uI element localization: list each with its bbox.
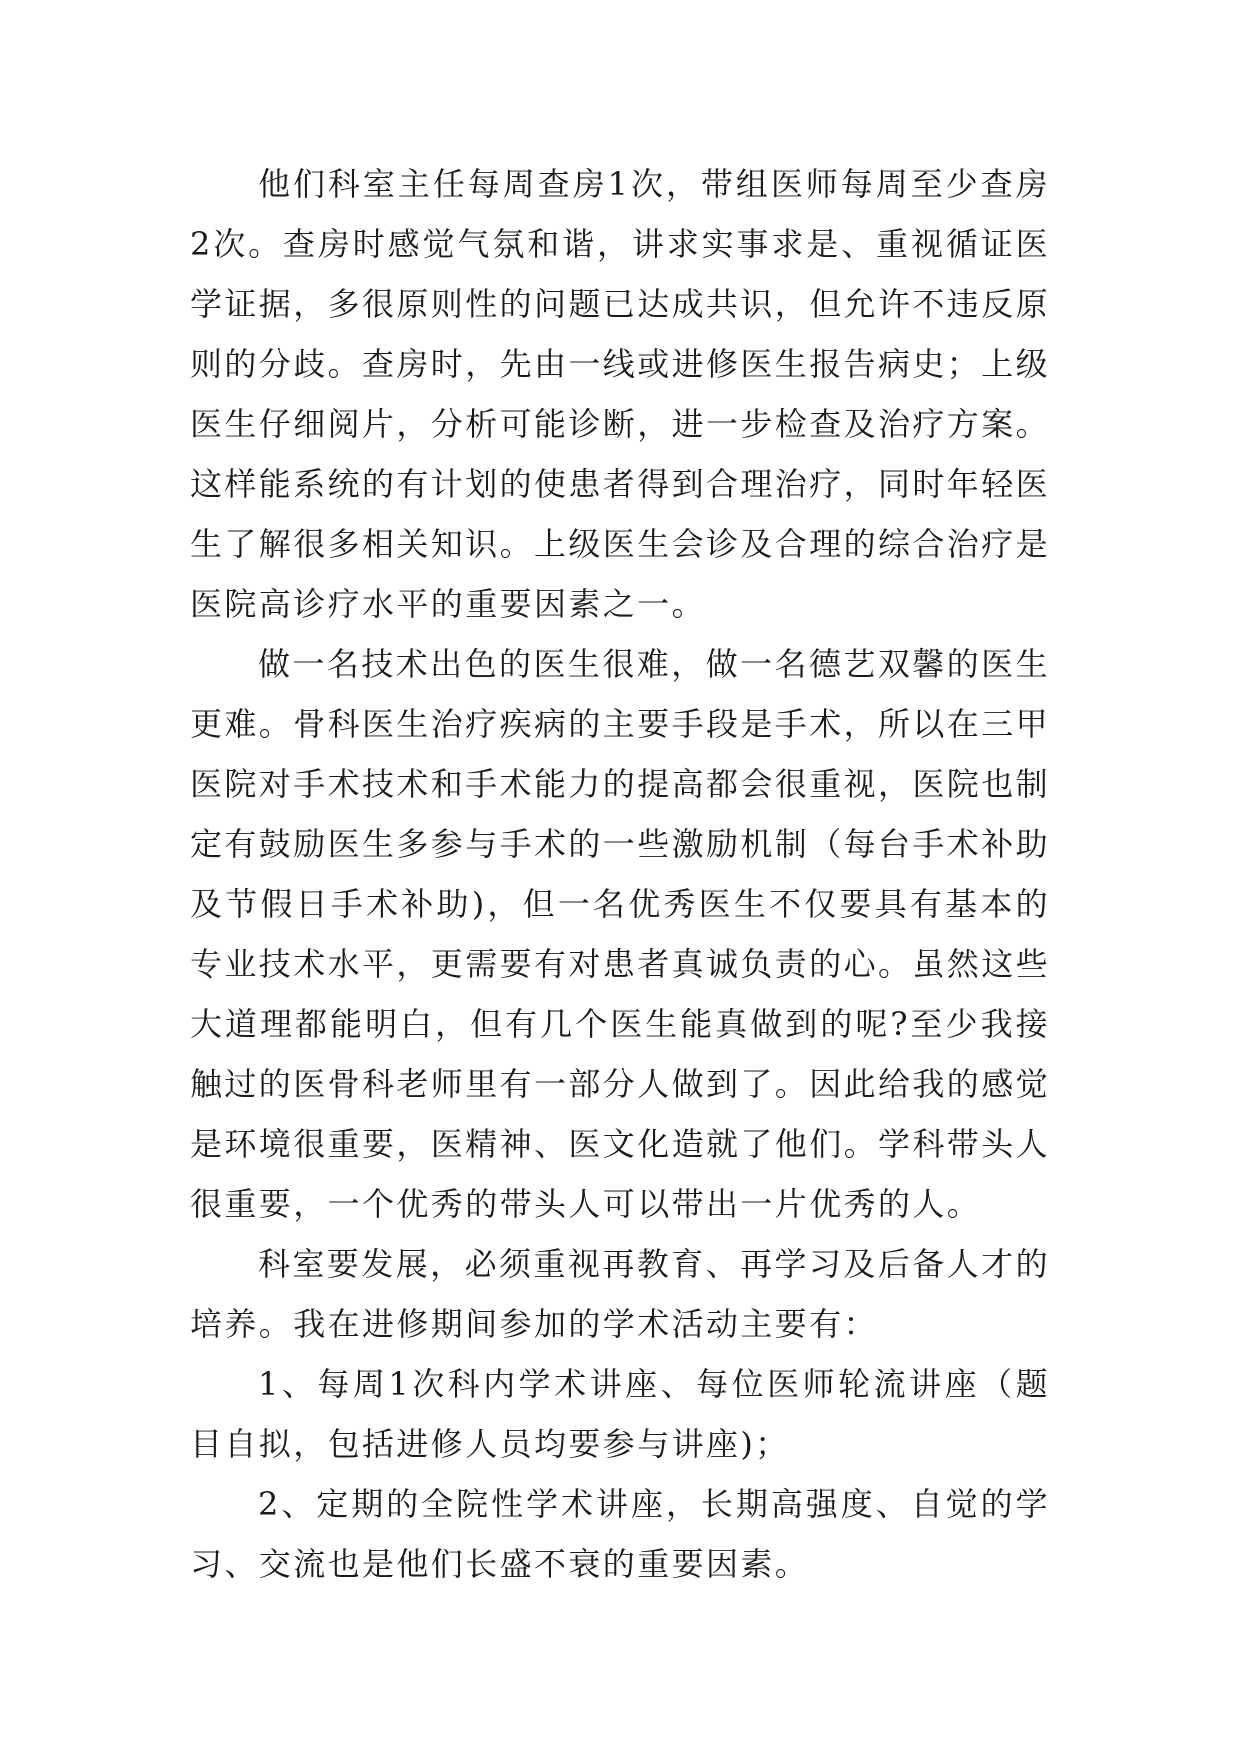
paragraph-ward-rounds: 他们科室主任每周查房1次，带组医师每周至少查房2次。查房时感觉气氛和谐，讲求实事求是、重视循证医学证据，多很原则性的问题已达成共识，但允许不违反原则的分歧。查房时，先由一线或进修医生报告病史；上级医生仔细阅片，分析可能诊断，进一步检查及治疗方案。这样能系统的有计划的使患者得到合理治疗，同时年轻医生了解很多相关知识。上级医生会诊及合理的综合治疗是医院高诊疗水平的重要因素之一。	[190, 165, 1051, 623]
paragraph-department-development: 科室要发展，必须重视再教育、再学习及后备人才的培养。我在进修期间参加的学术活动主要有：	[190, 1245, 1050, 1343]
list-item-weekly-lectures: 1、每周1次科内学术讲座、每位医师轮流讲座（题目自拟，包括进修人员均要参与讲座)；	[190, 1365, 1050, 1463]
document-body	[190, 154, 1050, 1594]
paragraph-doctor-ethics: 做一名技术出色的医生很难，做一名德艺双馨的医生更难。骨科医生治疗疾病的主要手段是手术，所以在三甲医院对手术技术和手术能力的提高都会很重视，医院也制定有鼓励医生多参与手术的一些激励机制（每台手术补助及节假日手术补助)，但一名优秀医生不仅要具有基本的专业技术水平，更需要有对患者真诚负责的心。虽然这些大道理都能明白，但有几个医生能真做到的呢?至少我接触过的医骨科老师里有一部分人做到了。因此给我的感觉是环境很重要，医精神、医文化造就了他们。学科带头人很重要，一个优秀的带头人可以带出一片优秀的人。	[190, 645, 1051, 1223]
list-item-hospital-lectures: 2、定期的全院性学术讲座，长期高强度、自觉的学习、交流也是他们长盛不衰的重要因素。	[190, 1485, 1050, 1583]
